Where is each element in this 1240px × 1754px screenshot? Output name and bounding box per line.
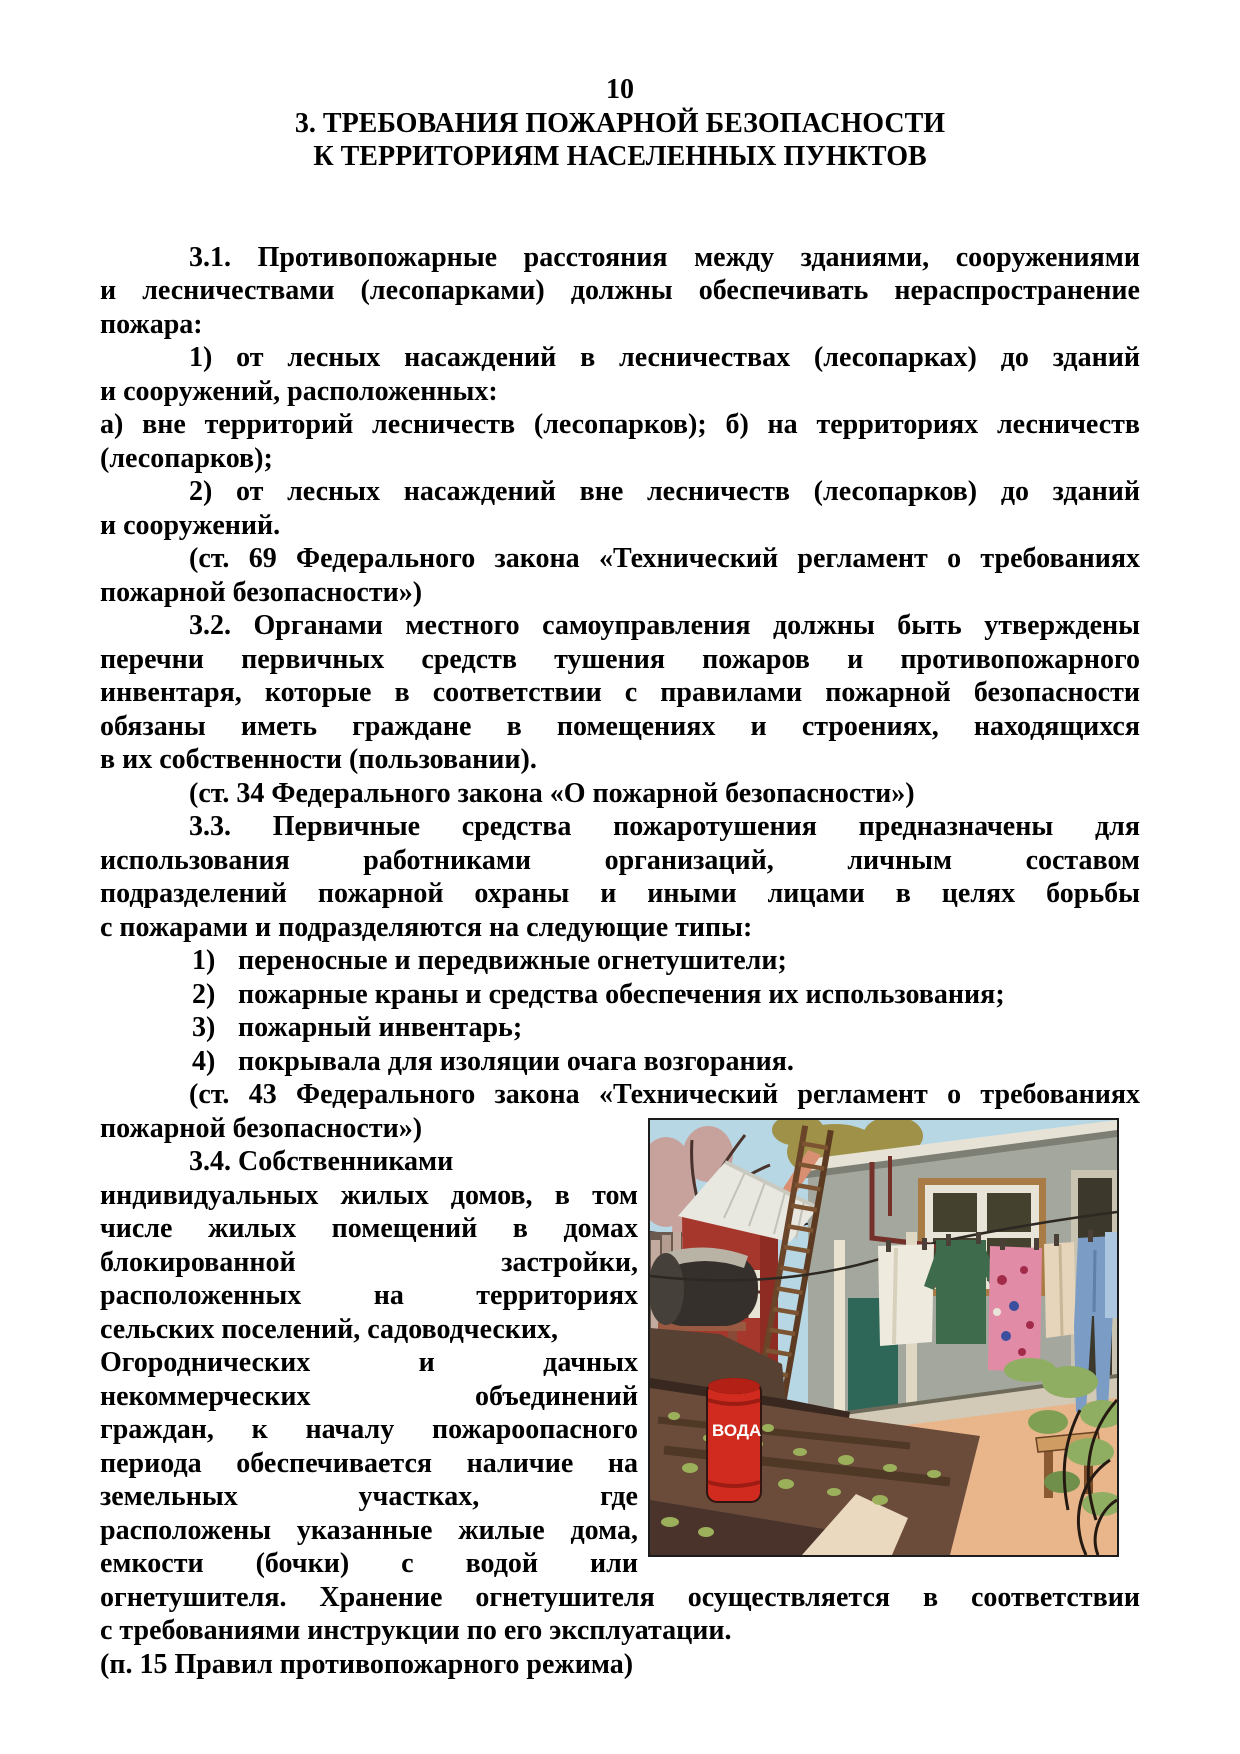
paragraph-line: земельных участках, где: [100, 1481, 638, 1512]
paragraph-line: числе жилых помещений в домах: [100, 1213, 638, 1244]
paragraph-line: и сооружений, расположенных:: [100, 375, 498, 407]
list-item-text: пожарные краны и средства обеспечения их использования;: [238, 978, 1005, 1010]
pink-floral-shirt: [988, 1246, 1042, 1372]
paragraph-line: расположены указанные жилые дома,: [100, 1514, 638, 1546]
list-item-text: пожарный инвентарь;: [238, 1012, 523, 1043]
yard-illustration: [648, 1118, 1119, 1557]
paragraph-line: и лесничествами (лесопарками) должны обеспечивать нераспространение: [100, 275, 1140, 306]
paragraph-line: с пожарами и подразделяются на следующие типы:: [100, 911, 753, 943]
list-item-number: 3): [192, 1012, 216, 1043]
list-item-number: 4): [192, 1045, 216, 1077]
paragraph-line: огнетушителя. Хранение огнетушителя осуществляется в соответствии: [100, 1581, 1140, 1613]
paragraph-line: и сооружений.: [100, 509, 281, 541]
paragraph-line: индивидуальных жилых домов, в том: [100, 1179, 638, 1211]
paragraph-line: (ст. 34 Федерального закона «О пожарной безопасности»): [189, 777, 915, 809]
document-title-line1: 3. ТРЕБОВАНИЯ ПОЖАРНОЙ БЕЗОПАСНОСТИ: [294, 107, 946, 139]
paragraph-line: (лесопарков);: [100, 442, 273, 474]
paragraph-line: в их собственности (пользовании).: [100, 744, 537, 775]
list-item: [100, 1011, 1140, 1045]
barrel-label: ВОДА: [712, 1421, 762, 1440]
paragraph-line: блокированной застройки,: [100, 1246, 638, 1278]
paragraph-line: расположенных на территориях: [100, 1280, 638, 1311]
list-item-text: покрывала для изоляции очага возгорания.: [238, 1045, 794, 1077]
blue-garment: [1105, 1232, 1117, 1318]
paragraph-line: пожарной безопасности»): [100, 1112, 423, 1144]
paragraph-line: (ст. 43 Федерального закона «Технический регламент о требованиях: [189, 1079, 1140, 1110]
paragraph-line: периода обеспечивается наличие на: [100, 1447, 638, 1479]
paragraph-line: перечни первичных средств тушения пожаров и противопожарного: [100, 643, 1140, 675]
white-towel: [878, 1244, 934, 1346]
paragraph-line: (п. 15 Правил противопожарного режима): [100, 1648, 634, 1680]
list-item-number: 1): [192, 945, 216, 976]
paragraph-line: емкости (бочки) с водой или: [100, 1548, 638, 1579]
page-number: 10: [606, 74, 634, 105]
paragraph-line: обязаны иметь граждане в помещениях и строениях, находящихся: [100, 710, 1140, 742]
list-item: [100, 978, 1140, 1012]
paragraph-line: инвентаря, которые в соответствии с правилами пожарной безопасности: [100, 677, 1140, 708]
list-item: [100, 944, 1140, 978]
paragraph-line: с требованиями инструкции по его эксплуатации.: [100, 1615, 732, 1646]
paragraph-line: некоммерческих объединений: [100, 1380, 638, 1412]
list-item: [100, 1045, 1140, 1079]
paragraph-line: (ст. 69 Федерального закона «Технический регламент о требованиях: [189, 543, 1140, 574]
paragraph-line: пожарной безопасности»): [100, 576, 423, 608]
paragraph-line: 3.2. Органами местного самоуправления должны быть утверждены: [189, 610, 1140, 641]
paragraph-line: 3.1. Противопожарные расстояния между зданиями, сооружениями: [189, 241, 1140, 273]
paragraph-line: 3.3. Первичные средства пожаротушения предназначены для: [189, 811, 1140, 842]
paragraph-line: Огороднических и дачных: [100, 1347, 638, 1378]
list-item-number: 2): [192, 978, 216, 1010]
paragraph-line: пожара:: [100, 308, 203, 340]
paragraph-line: использования работниками организаций, личным составом: [100, 844, 1140, 876]
paragraph-line: а) вне территорий лесничеств (лесопарков); б) на территориях лесничеств: [100, 409, 1140, 440]
paragraph-line: граждан, к началу пожароопасного: [100, 1414, 638, 1445]
paragraph-line: 3.4. Собственниками: [189, 1146, 454, 1177]
paragraph-line: 1) от лесных насаждений в лесничествах (лесопарках) до зданий: [189, 342, 1140, 373]
water-barrel: [707, 1378, 761, 1502]
blank-space: [100, 174, 1140, 241]
paragraph-line: сельских поселений, садоводческих,: [100, 1313, 559, 1345]
paragraph-line: 2) от лесных насаждений вне лесничеств (лесопарков) до зданий: [189, 476, 1140, 507]
list-item-text: переносные и передвижные огнетушители;: [238, 945, 787, 976]
paragraph-line: подразделений пожарной охраны и иными лицами в целях борьбы: [100, 878, 1140, 909]
document-title-line2: К ТЕРРИТОРИЯМ НАСЕЛЕННЫХ ПУНКТОВ: [313, 141, 927, 172]
